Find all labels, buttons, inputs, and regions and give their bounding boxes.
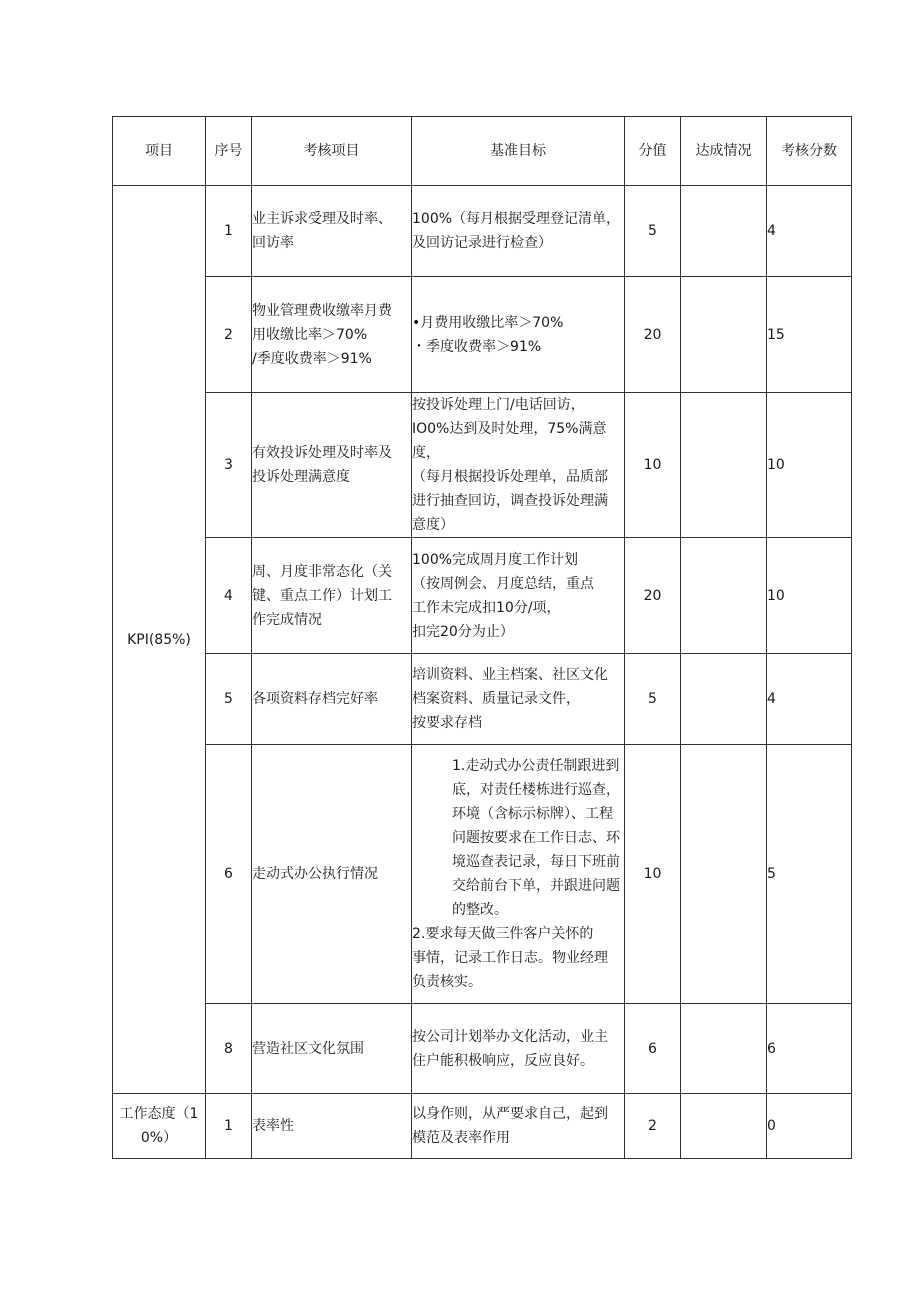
table-row <box>113 1004 852 1094</box>
standard-line: （每月根据投诉处理单，品质部 <box>412 469 608 485</box>
item-line: /季度收费率＞91% <box>252 350 372 367</box>
row-standard <box>412 745 625 1004</box>
standard-line: 问题按要求在工作日志、环 <box>452 830 620 846</box>
group-label-line: 0%） <box>140 1130 178 1146</box>
standard-line: 扣完20分为止） <box>412 623 514 640</box>
row-score: 0 <box>767 1094 852 1159</box>
standard-line: 模范及表率作用 <box>412 1130 510 1146</box>
standard-line: 100%（每月根据受理登记清单， <box>412 211 621 227</box>
item-line: 用收缴比率＞70% <box>252 326 368 343</box>
row-item <box>252 654 412 745</box>
header-seq: 序号 <box>206 117 252 186</box>
standard-line: 按要求存档 <box>412 715 482 731</box>
row-achievement <box>681 277 767 393</box>
row-achievement <box>681 654 767 745</box>
item-line: 投诉处理满意度 <box>252 469 350 485</box>
item-line: 键、重点工作）计划工 <box>252 587 392 604</box>
row-achievement <box>681 1094 767 1159</box>
row-points: 10 <box>625 393 681 538</box>
standard-line: IO0%达到及时处理，75%满意度， <box>412 421 607 461</box>
standard-line: 负责核实。 <box>412 974 482 990</box>
row-seq: 5 <box>206 654 252 745</box>
standard-line: 工作未完成扣10分/项， <box>412 599 561 616</box>
header-points: 分值 <box>625 117 681 186</box>
header-achievement: 达成情况 <box>681 117 767 186</box>
standard-line: 底，对责任楼栋进行巡查， <box>452 782 620 798</box>
standard-line: 环境（含标示标牌）、工程 <box>452 806 613 822</box>
item-line: 有效投诉处理及时率及 <box>252 445 392 461</box>
standard-line: （按周例会、月度总结，重点 <box>412 575 594 592</box>
standard-line: 以身作则，从严要求自己，起到 <box>412 1106 608 1122</box>
item-line: 走动式办公执行情况 <box>252 866 378 882</box>
row-seq: 1 <box>206 186 252 277</box>
row-seq: 2 <box>206 277 252 393</box>
table-row <box>113 1094 852 1159</box>
row-item <box>252 538 412 654</box>
row-points: 6 <box>625 1004 681 1094</box>
row-seq: 3 <box>206 393 252 538</box>
header-score: 考核分数 <box>767 117 852 186</box>
item-line: 业主诉求受理及时率、 <box>252 211 392 227</box>
kpi-assessment-table <box>112 116 852 1159</box>
row-item <box>252 277 412 393</box>
standard-line: 住户能积极响应，反应良好。 <box>412 1052 594 1069</box>
row-item <box>252 1004 412 1094</box>
item-line: 回访率 <box>252 235 294 251</box>
row-seq: 4 <box>206 538 252 654</box>
row-score: 10 <box>767 538 852 654</box>
row-points: 2 <box>625 1094 681 1159</box>
row-score: 6 <box>767 1004 852 1094</box>
group-kpi: KPI(85%) <box>113 186 206 1094</box>
row-achievement <box>681 538 767 654</box>
row-points: 5 <box>625 186 681 277</box>
row-item <box>252 745 412 1004</box>
table-row <box>113 186 852 277</box>
row-standard <box>412 1004 625 1094</box>
standard-line: 及回访记录进行检查） <box>412 235 552 251</box>
table-row <box>113 654 852 745</box>
standard-line: 事情，记录工作日志。物业经理 <box>412 950 608 966</box>
row-seq: 8 <box>206 1004 252 1094</box>
standard-line: 意度） <box>412 517 454 533</box>
header-category: 项目 <box>113 117 206 186</box>
row-points: 20 <box>625 277 681 393</box>
row-standard <box>412 393 625 538</box>
row-standard <box>412 277 625 393</box>
row-score: 15 <box>767 277 852 393</box>
item-line: 各项资料存档完好率 <box>252 691 378 707</box>
table-row <box>113 277 852 393</box>
item-line: 物业管理费收缴率月费 <box>252 302 392 319</box>
table-row <box>113 393 852 538</box>
standard-line: 进行抽查回访，调查投诉处理满 <box>412 493 608 509</box>
row-achievement <box>681 1004 767 1094</box>
row-seq: 1 <box>206 1094 252 1159</box>
row-score: 4 <box>767 186 852 277</box>
row-standard <box>412 1094 625 1159</box>
item-line: 作完成情况 <box>252 611 322 628</box>
standard-line: 交给前台下单，并跟进问题 <box>452 878 620 894</box>
standard-line: 1.走动式办公责任制跟进到 <box>452 758 620 774</box>
row-item <box>252 186 412 277</box>
row-points: 20 <box>625 538 681 654</box>
table-row <box>113 538 852 654</box>
item-line: 营造社区文化氛围 <box>252 1040 364 1057</box>
row-achievement <box>681 186 767 277</box>
row-score: 4 <box>767 654 852 745</box>
header-row <box>113 117 852 186</box>
row-standard <box>412 186 625 277</box>
standard-line: 培训资料、业主档案、社区文化 <box>412 667 608 683</box>
row-points: 5 <box>625 654 681 745</box>
header-item: 考核项目 <box>252 117 412 186</box>
standard-line: •月费用收缴比率＞70% <box>412 314 564 331</box>
standard-line: 2.要求每天做三件客户关怀的 <box>412 926 594 942</box>
row-standard <box>412 654 625 745</box>
standard-line: 境巡查表记录，每日下班前 <box>452 854 620 870</box>
row-achievement <box>681 393 767 538</box>
group-label-line: 工作态度（1 <box>119 1106 199 1122</box>
row-achievement <box>681 745 767 1004</box>
standard-line: 的整改。 <box>452 902 508 918</box>
row-standard <box>412 538 625 654</box>
standard-line: 按投诉处理上门/电话回访， <box>412 397 585 413</box>
standard-line: 档案资料、质量记录文件， <box>412 691 580 707</box>
row-item <box>252 393 412 538</box>
item-line: 表率性 <box>252 1118 294 1134</box>
row-seq: 6 <box>206 745 252 1004</box>
standard-line: ・季度收费率＞91% <box>412 338 542 355</box>
table-row <box>113 745 852 1004</box>
row-item <box>252 1094 412 1159</box>
row-score: 5 <box>767 745 852 1004</box>
standard-line: 按公司计划举办文化活动，业主 <box>412 1028 608 1045</box>
standard-line: 100%完成周月度工作计划 <box>412 551 579 568</box>
header-standard: 基准目标 <box>412 117 625 186</box>
item-line: 周、月度非常态化（关 <box>252 563 392 580</box>
row-points: 10 <box>625 745 681 1004</box>
row-score: 10 <box>767 393 852 538</box>
group-attitude <box>113 1094 206 1159</box>
